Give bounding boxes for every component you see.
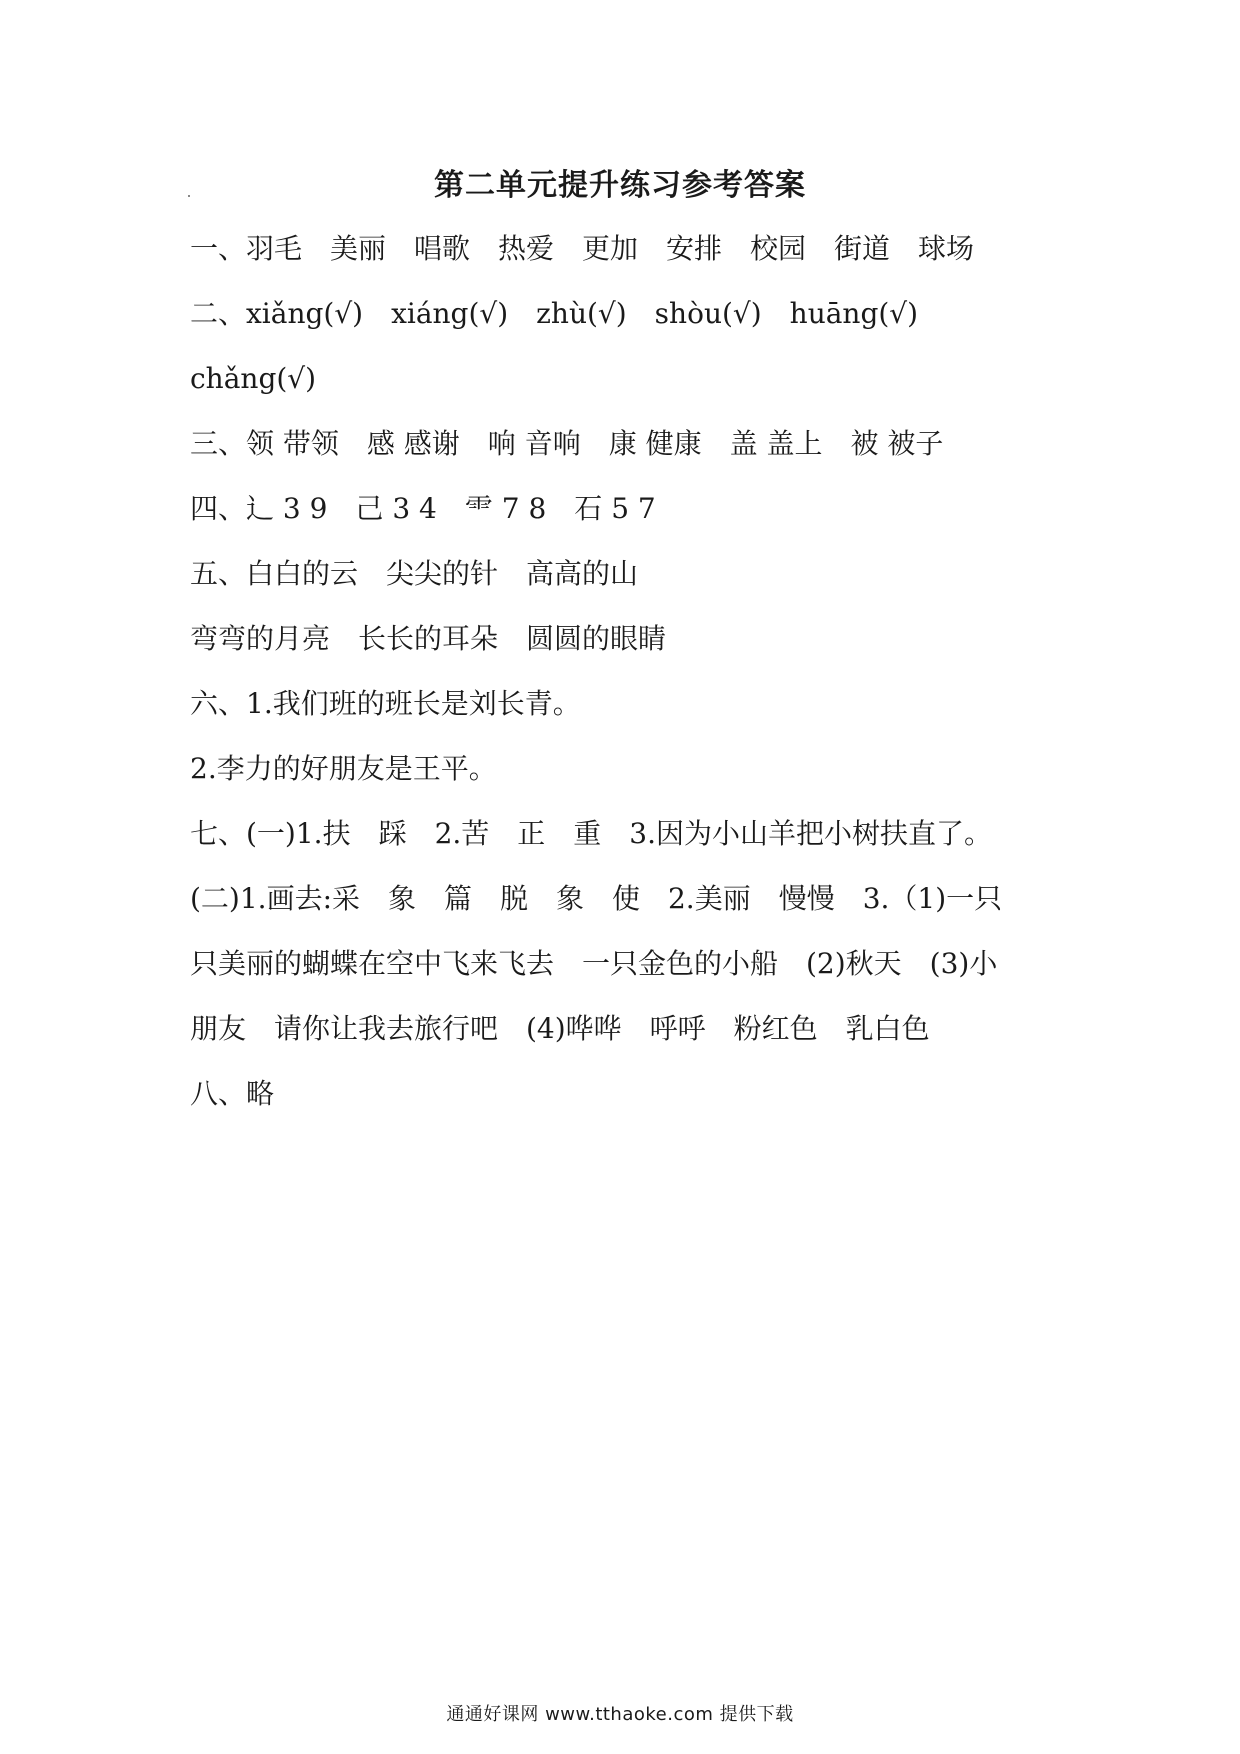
answer-line-9: 2.李力的好朋友是王平。 [190, 752, 497, 785]
page-title: 第二单元提升练习参考答案 [434, 168, 806, 203]
answer-line-3: chǎng(√) [190, 362, 317, 395]
answer-line-14: 八、略 [190, 1077, 275, 1110]
answer-content [190, 222, 1080, 1132]
answer-line-4: 三、领 带领 感 感谢 响 音响 康 健康 盖 盖上 被 被子 [190, 427, 944, 460]
answer-line-13: 朋友 请你让我去旅行吧 (4)哗哗 呼呼 粉红色 乳白色 [190, 1012, 930, 1045]
answer-line-8: 六、1.我们班的班长是刘长青。 [190, 687, 581, 720]
footer-credit: 通通好课网 www.tthaoke.com 提供下载 [446, 1704, 794, 1725]
answer-line-11: (二)1.画去:采 象 篇 脱 象 使 2.美丽 慢慢 3.（1)一只 [190, 882, 1003, 915]
answer-line-7: 弯弯的月亮 长长的耳朵 圆圆的眼睛 [190, 622, 667, 655]
answer-line-5: 四、辶 3 9 己 3 4 ⻗ 7 8 石 5 7 [190, 492, 656, 525]
answer-line-12: 只美丽的蝴蝶在空中飞来飞去 一只金色的小船 (2)秋天 (3)小 [190, 947, 998, 980]
answer-line-1: 一、羽毛 美丽 唱歌 热爱 更加 安排 校园 街道 球场 [190, 232, 975, 265]
answer-line-10: 七、(一)1.扶 踩 2.苦 正 重 3.因为小山羊把小树扶直了。 [190, 817, 992, 850]
answer-line-6: 五、白白的云 尖尖的针 高高的山 [190, 557, 639, 590]
answer-line-2: 二、xiǎng(√) xiáng(√) zhù(√) shòu(√) huāng(√) [190, 297, 919, 330]
